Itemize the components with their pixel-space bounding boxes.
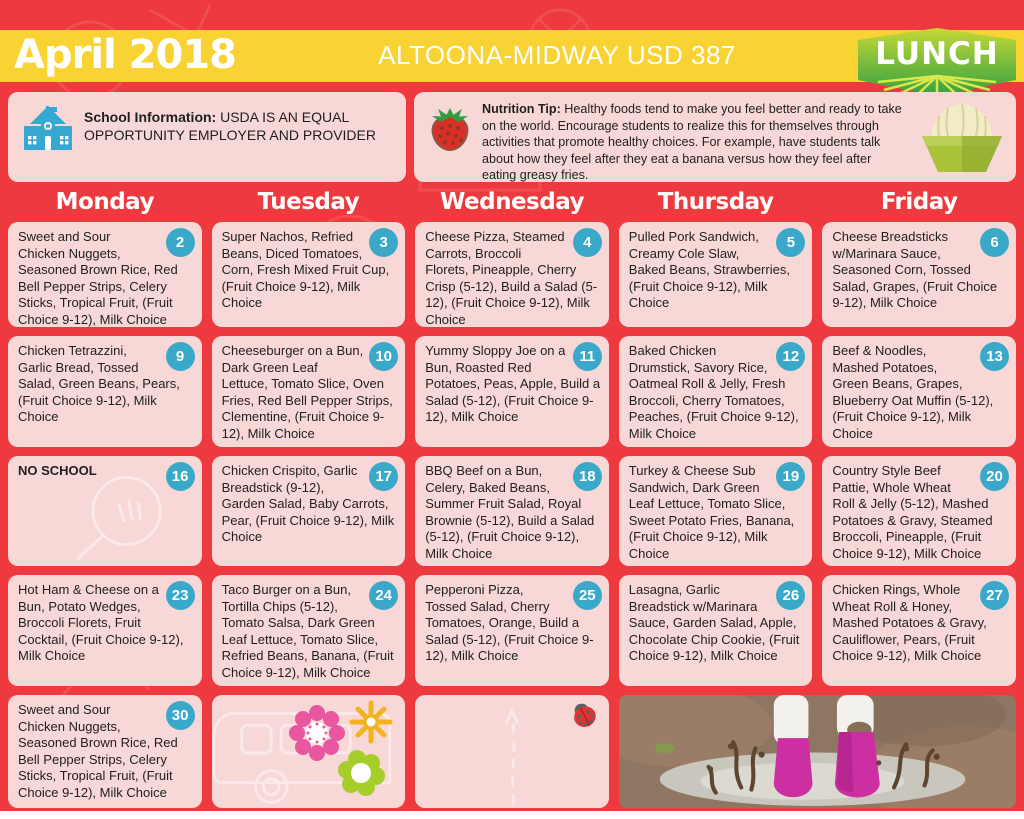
green-flower [338, 750, 385, 796]
day-header-thursday: Thursday [657, 189, 774, 215]
photo-illustration [619, 695, 1016, 808]
day-number-badge: 17 [369, 462, 398, 491]
day-headers-row [8, 189, 1016, 221]
nutrition-tip-text [482, 101, 912, 184]
day-number-badge: 25 [573, 581, 602, 610]
nutrition-tip-box [414, 92, 1016, 182]
ladybug-icon [567, 699, 601, 731]
day-number-badge: 30 [166, 701, 195, 730]
day-header-wednesday: Wednesday [439, 189, 585, 215]
day-number-badge: 10 [369, 342, 398, 371]
menu-cell-apr-12 [619, 336, 813, 447]
decorative-ladybug-cell [415, 695, 609, 808]
menu-text: Chicken Tetrazzini, Garlic Bread, Tossed Salad, Green Beans, Pears, (Fruit Choice 9-12), Milk Choice [18, 343, 180, 424]
menu-cell-apr-19 [619, 456, 813, 566]
menu-text: Cheese Breadsticks w/Marinara Sauce, Seasoned Corn, Tossed Salad, Grapes, (Fruit Choice 9-12), Milk Choice [832, 229, 998, 310]
day-number-badge: 3 [369, 228, 398, 257]
menu-cell-apr-13 [822, 336, 1016, 447]
nutrition-tip-value: Healthy foods tend to make you feel better and ready to take on the world. Encourage students to realize this for themselves through activities that promote healthy choices. For example, have students talk about how they feel after they eat a banana versus how they feel after eating greasy fries. [482, 102, 902, 183]
menu-cell-apr-23 [8, 575, 202, 686]
menu-text: Turkey & Cheese Sub Sandwich, Dark Green Leaf Lettuce, Tomato Slice, Sweet Potato Fries, Banana, (Fruit Choice 9-12), Milk Choice [628, 463, 795, 561]
menu-cell-apr-26 [619, 575, 813, 686]
menu-text: Country Style Beef Pattie, Whole Wheat Roll & Jelly (5-12), Mashed Potatoes & Gravy, Steamed Broccoli, Pineapple, (Fruit Choice 9-12), Milk Choice [832, 463, 993, 561]
menu-text: Chicken Rings, Whole Wheat Roll & Honey, Mashed Potatoes & Gravy, Cauliflower, Pears, (Fruit Choice 9-12), Milk Choice [832, 582, 987, 663]
menu-cell-apr-3 [212, 222, 406, 327]
school-information-text [84, 108, 406, 144]
menu-text: Cheeseburger on a Bun, Dark Green Leaf Lettuce, Tomato Slice, Oven Fries, Red Bell Pepper Strips, Clementine, (Fruit Choice 9-12), Milk Choice [221, 343, 393, 441]
menu-text: Yummy Sloppy Joe on a Bun, Roasted Red Potatoes, Peas, Apple, Build a Salad (5-12), (Fruit Choice 9-12), Milk Choice [425, 343, 601, 424]
menu-text: Beef & Noodles, Mashed Potatoes, Green Beans, Grapes, Blueberry Oat Muffin (5-12), (Fruit Choice 9-12), Milk Choice [832, 343, 994, 441]
menu-cell-apr-9 [8, 336, 202, 447]
menu-text: Pepperoni Pizza, Tossed Salad, Cherry Tomatoes, Orange, Build a Salad (5-12), (Fruit Choice 9-12), Milk Choice [425, 582, 594, 663]
day-number-badge: 23 [166, 581, 195, 610]
menu-cell-apr-27 [822, 575, 1016, 686]
menu-cell-apr-5 [619, 222, 813, 327]
calendar-grid [8, 222, 1016, 808]
menu-text: Sweet and Sour Chicken Nuggets, Seasoned Brown Rice, Red Bell Pepper Strips, Celery Sticks, Tropical Fruit, (Fruit Choice 9-12), Milk Choice [18, 702, 178, 800]
school-information-value: USDA IS AN EQUAL OPPORTUNITY EMPLOYER AND PROVIDER [84, 109, 376, 144]
menu-cell-apr-10 [212, 336, 406, 447]
rice-bowl-icon [914, 96, 1010, 178]
menu-text: Cheese Pizza, Steamed Carrots, Broccoli Florets, Pineapple, Cherry Crisp (5-12), Build a Salad (5-12), (Fruit Choice 9-12), Milk Choice [425, 229, 598, 327]
menu-text: Sweet and Sour Chicken Nuggets, Seasoned Brown Rice, Red Bell Pepper Strips, Celery Sticks, Tropical Fruit, (Fruit Choice 9-12), Milk Choice [18, 229, 178, 327]
district-title: ALTOONA-MIDWAY USD 387 [378, 40, 736, 70]
menu-cell-apr-30 [8, 695, 202, 808]
day-number-badge: 11 [573, 342, 602, 371]
lunch-badge-label: LUNCH [875, 36, 999, 72]
day-header-friday: Friday [880, 189, 958, 215]
pink-flower [289, 705, 345, 761]
day-number-badge: 12 [776, 342, 805, 371]
photo-pink-boots-puddle [619, 695, 1016, 808]
menu-cell-apr-2 [8, 222, 202, 327]
flower-decorations [265, 699, 395, 799]
menu-cell-apr-16-no-school [8, 456, 202, 566]
day-number-badge: 20 [980, 462, 1009, 491]
day-number-badge: 19 [776, 462, 805, 491]
menu-text: NO SCHOOL [18, 463, 97, 478]
day-number-badge: 2 [166, 228, 195, 257]
menu-cell-apr-25 [415, 575, 609, 686]
day-number-badge: 9 [166, 342, 195, 371]
day-number-badge: 24 [369, 581, 398, 610]
day-number-badge: 6 [980, 228, 1009, 257]
menu-cell-apr-18 [415, 456, 609, 566]
menu-text: Baked Chicken Drumstick, Savory Rice, Oatmeal Roll & Jelly, Fresh Broccoli, Cherry Tomatoes, Peaches, (Fruit Choice 9-12), Milk Choice [628, 343, 799, 441]
magnifier-doodle-icon [8, 456, 202, 566]
menu-cell-apr-17 [212, 456, 406, 566]
day-number-badge: 4 [573, 228, 602, 257]
menu-text: Taco Burger on a Bun, Tortilla Chips (5-12), Tomato Salsa, Dark Green Leaf Lettuce, Tomato Slice, Refried Beans, Banana, (Fruit Choice 9-12), Milk Choice [221, 582, 394, 680]
menu-cell-apr-4 [415, 222, 609, 327]
day-number-badge: 26 [776, 581, 805, 610]
nutrition-tip-label: Nutrition Tip: [482, 102, 561, 116]
school-information-label: School Information: [84, 109, 217, 125]
menu-text: Chicken Crispito, Garlic Breadstick (9-12), Garden Salad, Baby Carrots, Pear, (Fruit Choice 9-12), Milk Choice [221, 463, 395, 544]
menu-text: Super Nachos, Refried Beans, Diced Tomatoes, Corn, Fresh Mixed Fruit Cup, (Fruit Choice 9-12), Milk Choice [221, 229, 390, 310]
menu-text: Lasagna, Garlic Breadstick w/Marinara Sauce, Garden Salad, Apple, Chocolate Chip Cookie, (Fruit Choice 9-12), Milk Choice [628, 582, 800, 663]
day-number-badge: 5 [776, 228, 805, 257]
menu-cell-apr-24 [212, 575, 406, 686]
schoolhouse-icon [22, 104, 74, 152]
menu-cell-apr-20 [822, 456, 1016, 566]
menu-text: BBQ Beef on a Bun, Celery, Baked Beans, Summer Fruit Salad, Royal Brownie (5-12), Build a Salad (5-12), (Fruit Choice 9-12), Milk Choice [425, 463, 595, 561]
decorative-flowers-cell [212, 695, 406, 808]
day-number-badge: 13 [980, 342, 1009, 371]
strawberry-icon [428, 106, 472, 152]
menu-cell-apr-6 [822, 222, 1016, 327]
month-title: April 2018 [14, 32, 236, 78]
day-number-badge: 27 [980, 581, 1009, 610]
day-number-badge: 18 [573, 462, 602, 491]
day-number-badge: 16 [166, 462, 195, 491]
day-header-monday: Monday [55, 189, 154, 215]
day-header-tuesday: Tuesday [257, 189, 360, 215]
menu-text: Pulled Pork Sandwich, Creamy Cole Slaw, Baked Beans, Strawberries, (Fruit Choice 9-12), Milk Choice [628, 229, 790, 310]
menu-cell-apr-11 [415, 336, 609, 447]
menu-text: Hot Ham & Cheese on a Bun, Potato Wedges, Broccoli Florets, Fruit Cocktail, (Fruit Choice 9-12), Milk Choice [18, 582, 184, 663]
school-information-box [8, 92, 406, 182]
